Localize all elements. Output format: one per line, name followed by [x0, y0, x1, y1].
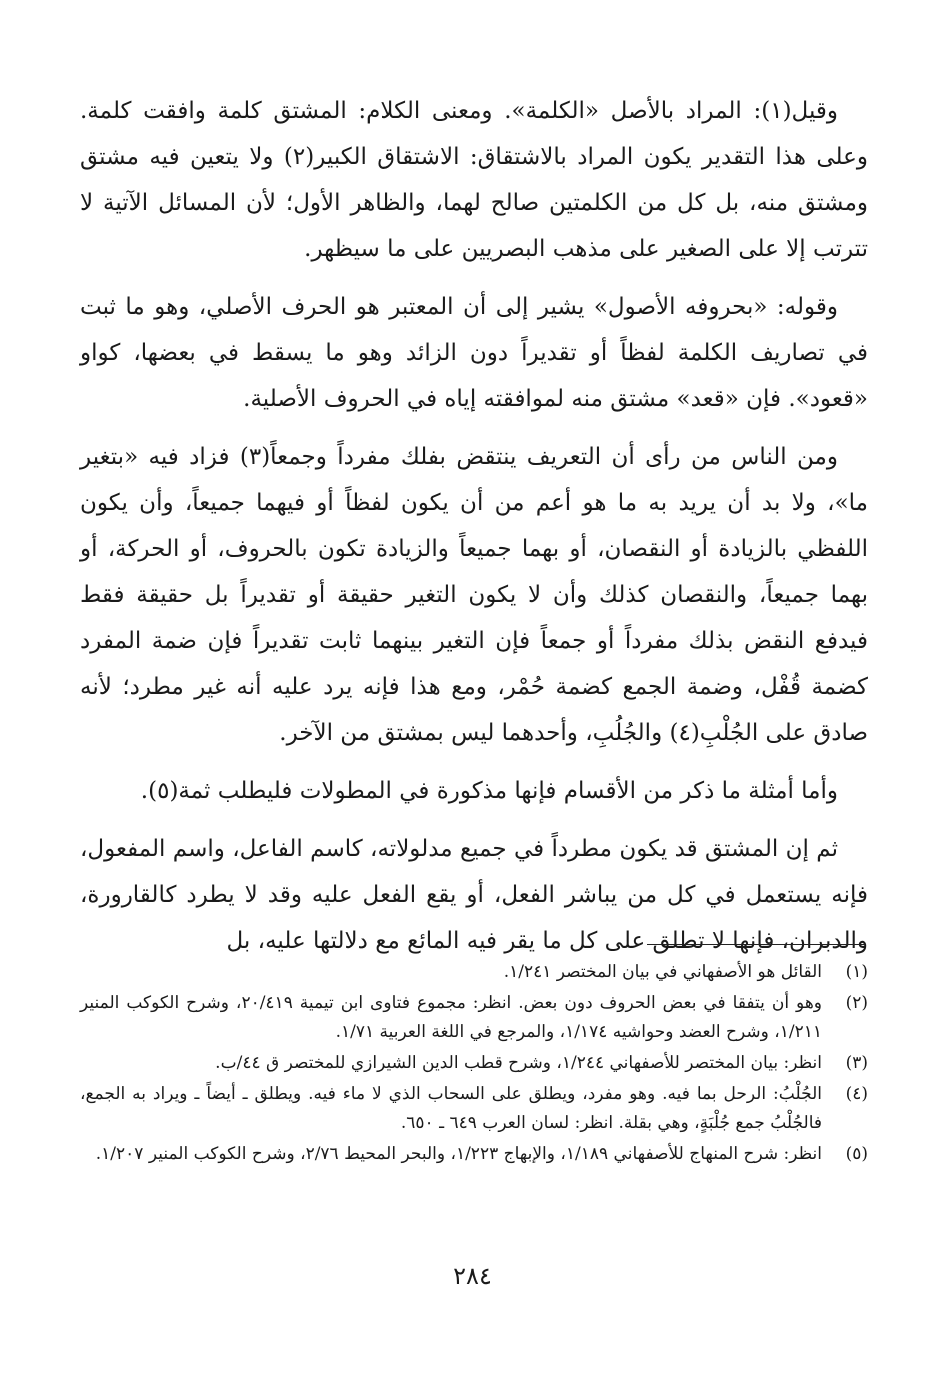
footnote-1	[80, 958, 868, 987]
footnote-2	[80, 989, 868, 1047]
footnote-text: القائل هو الأصفهاني في بيان المختصر ١/٢٤١.	[503, 962, 822, 982]
paragraph-1: وقيل(١): المراد بالأصل «الكلمة». ومعنى الكلام: المشتق كلمة وافقت كلمة. وعلى هذا التقدير يكون المراد بالاشتقاق: الاشتقاق الكبير(٢) ولا يتعين فيه مشتق ومشتق منه، بل كل من الكلمتين صالح لهما، والظاهر الأول؛ لأن المسائل الآتية لا تترتب إلا على الصغير على مذهب البصريين على ما سيظهر.	[80, 98, 868, 262]
main-text	[80, 88, 868, 976]
footnote-4	[80, 1080, 868, 1138]
footnote-number: (١)	[845, 962, 868, 982]
footnote-text: انظر: بيان المختصر للأصفهاني ١/٢٤٤، وشرح قطب الدين الشيرازي للمختصر ق ٤٤/ب.	[215, 1053, 822, 1073]
footnote-5	[80, 1140, 868, 1169]
footnote-number: (٤)	[845, 1084, 868, 1104]
paragraph-2: وقوله: «بحروفه الأصول» يشير إلى أن المعتبر هو الحرف الأصلي، وهو ما ثبت في تصاريف الكلمة لفظاً أو تقديراً دون الزائد وهو ما يسقط في بعضها، كواو «قعود». فإن «قعد» مشتق منه لموافقته إياه في الحروف الأصلية.	[80, 294, 868, 412]
paragraph-4: وأما أمثلة ما ذكر من الأقسام فإنها مذكورة في المطولات فليطلب ثمة(٥).	[140, 778, 838, 804]
page-number: ٢٨٤	[453, 1262, 492, 1290]
footnote-number: (٥)	[845, 1144, 868, 1164]
footnote-3	[80, 1049, 868, 1078]
footnote-text: وهو أن يتفقا في بعض الحروف دون بعض. انظر: مجموع فتاوى ابن تيمية ٢٠/٤١٩، وشرح الكوكب المنير ١/٢١١، وشرح العضد وحواشيه ١/١٧٤، والمرجع في اللغة العربية ١/٧١.	[80, 993, 822, 1042]
footnote-divider	[647, 944, 865, 945]
footnote-number: (٢)	[845, 993, 868, 1013]
footnotes	[80, 958, 868, 1171]
footnote-text: الجُلْبُ: الرحل بما فيه. وهو مفرد، ويطلق على السحاب الذي لا ماء فيه. ويطلق ـ أيضاً ـ ويراد به الجمع، فالجُلْبُ جمع جُلْبَةٍ، وهي بقلة. انظر: لسان العرب ٦٤٩ ـ ٦٥٠.	[80, 1084, 822, 1133]
footnote-text: انظر: شرح المنهاج للأصفهاني ١/١٨٩، والإبهاج ١/٢٢٣، والبحر المحيط ٢/٧٦، وشرح الكوكب المنير ١/٢٠٧.	[95, 1144, 822, 1164]
paragraph-5: ثم إن المشتق قد يكون مطرداً في جميع مدلولاته، كاسم الفاعل، واسم المفعول، فإنه يستعمل في كل من يباشر الفعل، أو يقع الفعل عليه وقد لا يطرد كالقارورة، والدبران، فإنها لا تطلق على كل ما يقر فيه المائع مع دلالتها عليه، بل	[80, 836, 868, 954]
paragraph-3: ومن الناس من رأى أن التعريف ينتقض بفلك مفرداً وجمعاً(٣) فزاد فيه «بتغير ما»، ولا بد أن يريد به ما هو أعم من أن يكون لفظاً أو فيهما جميعاً، وأن يكون اللفظي بالزيادة أو النقصان، أو بهما جميعاً والزيادة تكون بالحروف، أو الحركة، أو بهما جميعاً، والنقصان كذلك وأن لا يكون التغير حقيقة أو تقديراً بل حقيقة فقط فيدفع النقض بذلك مفرداً أو جمعاً فإن التغير بينهما ثابت تقديراً فإن ضمة المفرد كضمة قُفْل، وضمة الجمع كضمة حُمْر، ومع هذا فإنه يرد عليه أنه غير مطرد؛ لأنه صادق على الجُلْبِ(٤) والجُلُبِ، وأحدهما ليس بمشتق من الآخر.	[80, 444, 869, 746]
footnote-number: (٣)	[845, 1053, 868, 1073]
